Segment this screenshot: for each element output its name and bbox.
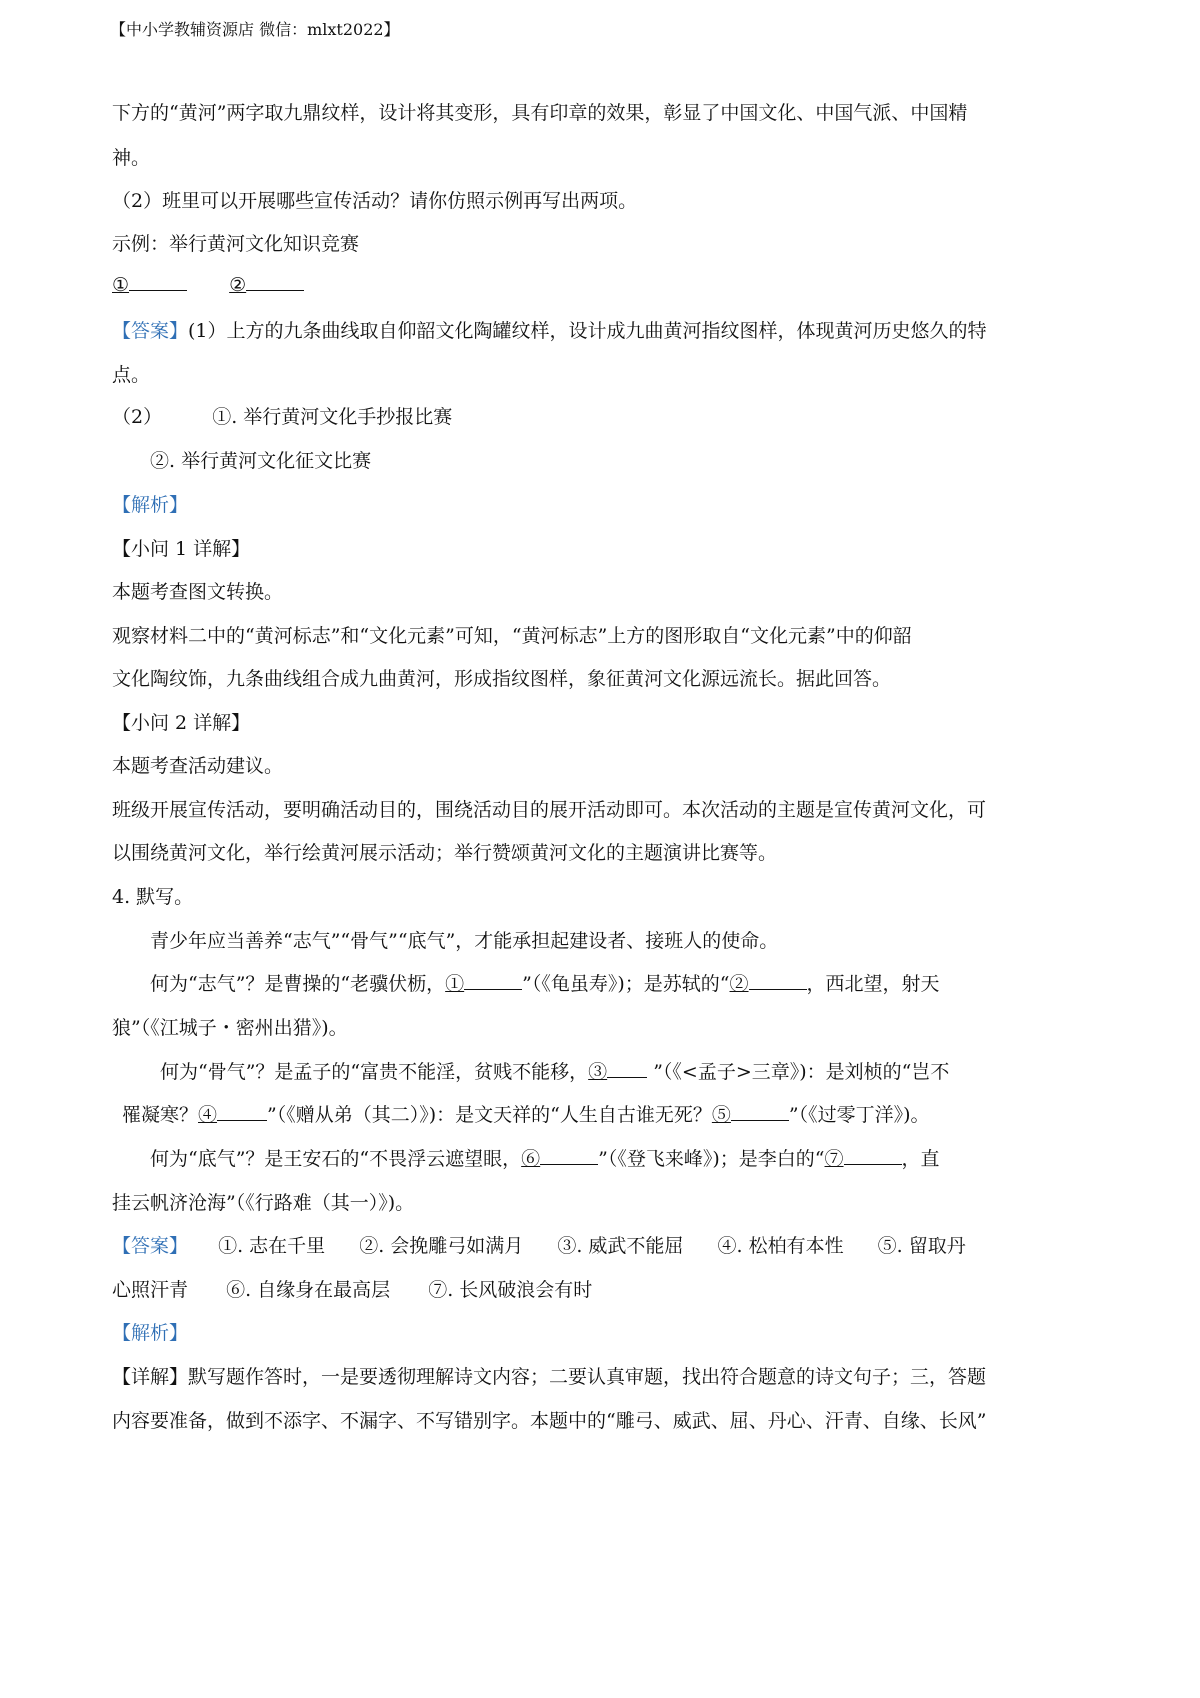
blank-line [112, 272, 304, 296]
blank-number: ① [445, 973, 465, 995]
answer-blank [217, 1102, 267, 1121]
answer-line [112, 402, 452, 429]
answer-item: ④. 松柏有本性 [717, 1235, 844, 1257]
question-2: （2）班里可以开展哪些宣传活动？请你仿照示例再写出两项。 [112, 190, 638, 212]
answer-blank [731, 1102, 789, 1121]
text-span: 何为“骨气”？是孟子的“富贵不能淫，贫贱不能移， [160, 1061, 589, 1083]
text-line [122, 1100, 930, 1127]
answer-tag: 【答案】 [112, 320, 189, 342]
text-line: 内容要准备，做到不添字、不漏字、不写错别字。本题中的“雕弓、威武、屈、丹心、汗青、自缘、长风” [112, 1410, 987, 1432]
text-line: 本题考查活动建议。 [112, 755, 284, 777]
text-line: 青少年应当善养“志气”“骨气”“底气”，才能承担起建设者、接班人的使命。 [150, 930, 779, 952]
text-line: 挂云帆济沧海”（《行路难（其一）》)。 [112, 1192, 415, 1214]
blank-number: ③ [588, 1061, 608, 1083]
blank-number: ④ [198, 1104, 218, 1126]
answer-line [112, 1275, 592, 1302]
answer-item: ⑤. 留取丹 [877, 1235, 966, 1257]
text-line: 点。 [112, 364, 151, 386]
text-line [150, 969, 940, 996]
subquestion-heading: 【小问 1 详解】 [112, 538, 251, 560]
answer-item: 心照汗青 [112, 1279, 189, 1301]
text-line: 以围绕黄河文化，举行绘黄河展示活动；举行赞颂黄河文化的主题演讲比赛等。 [112, 842, 778, 864]
answer-text: (1）上方的九条曲线取自仰韶文化陶罐纹样，设计成九曲黄河指纹图样，体现黄河历史悠久的特 [188, 320, 987, 342]
answer-item: ①. 志在千里 [218, 1235, 326, 1257]
answer-number: （2） [112, 406, 163, 428]
blank-number: ② [729, 973, 749, 995]
text-line [112, 1362, 986, 1389]
analysis-tag: 【解析】 [112, 1322, 189, 1344]
text-span: 默写题作答时，一是要透彻理解诗文内容；二要认真审题，找出符合题意的诗文句子；三，答题 [188, 1366, 987, 1388]
answer-item: ⑦. 长风破浪会有时 [428, 1279, 593, 1301]
text-span: 何为“志气”？是曹操的“老骥伏枥， [150, 973, 446, 995]
answer-blank [844, 1146, 902, 1165]
answer-line: ②. 举行黄河文化征文比赛 [150, 450, 372, 472]
example-line: 示例：举行黄河文化知识竞赛 [112, 233, 360, 255]
blank-number: ① [112, 274, 130, 296]
text-span: ，直 [901, 1148, 940, 1170]
answer-blank [246, 272, 304, 291]
answer-tag: 【答案】 [112, 1235, 189, 1257]
text-line [160, 1057, 949, 1084]
text-span: 罹凝寒？ [122, 1104, 199, 1126]
analysis-tag: 【解析】 [112, 494, 189, 516]
answer-line [112, 1231, 966, 1258]
text-span: 何为“底气”？是王安石的“不畏浮云遮望眼， [150, 1148, 522, 1170]
text-line: 观察材料二中的“黄河标志”和“文化元素”可知，“黄河标志”上方的图形取自“文化元素”中的仰韶 [112, 625, 912, 647]
text-line: 文化陶纹饰，九条曲线组合成九曲黄河，形成指纹图样，象征黄河文化源远流长。据此回答。 [112, 668, 892, 690]
text-span: ”（《龟虽寿》)；是苏轼的“ [522, 973, 730, 995]
answer-item: ⑥. 自缘身在最高层 [226, 1279, 391, 1301]
text-line: 班级开展宣传活动，要明确活动目的，围绕活动目的展开活动即可。本次活动的主题是宣传黄河文化，可 [112, 799, 987, 821]
detail-tag: 【详解】 [112, 1366, 189, 1388]
answer-item: ②. 会挽雕弓如满月 [359, 1235, 524, 1257]
answer-blank [749, 971, 807, 990]
text-span: ”（《<孟子>三章》)：是刘桢的“岂不 [647, 1061, 950, 1083]
answer-blank [607, 1059, 647, 1078]
text-line: 狼”（《江城子・密州出猎》)。 [112, 1017, 348, 1039]
text-span: ”（《赠从弟（其二）》)：是文天祥的“人生自古谁无死？ [267, 1104, 712, 1126]
text-line [150, 1144, 940, 1171]
page-header: 【中小学教辅资源店 微信：mlxt2022】 [110, 20, 400, 39]
answer-line [112, 316, 987, 343]
text-line: 神。 [112, 147, 151, 169]
text-line: 本题考查图文转换。 [112, 581, 284, 603]
text-span: ，西北望，射天 [806, 973, 940, 995]
blank-number: ⑤ [711, 1104, 731, 1126]
answer-blank [540, 1146, 598, 1165]
answer-blank [464, 971, 522, 990]
answer-blank [129, 272, 187, 291]
question-4: 4. 默写。 [112, 886, 194, 908]
text-span: ”（《过零丁洋》)。 [788, 1104, 930, 1126]
blank-number: ⑥ [521, 1148, 541, 1170]
text-span: ”（《登飞来峰》)；是李白的“ [598, 1148, 825, 1170]
blank-number: ② [229, 274, 247, 296]
subquestion-heading: 【小问 2 详解】 [112, 712, 251, 734]
answer-item: ③. 威武不能屈 [557, 1235, 684, 1257]
answer-text: ①. 举行黄河文化手抄报比赛 [212, 406, 453, 428]
text-line: 下方的“黄河”两字取九鼎纹样，设计将其变形，具有印章的效果，彰显了中国文化、中国气派、中国精 [112, 102, 968, 124]
blank-number: ⑦ [824, 1148, 844, 1170]
